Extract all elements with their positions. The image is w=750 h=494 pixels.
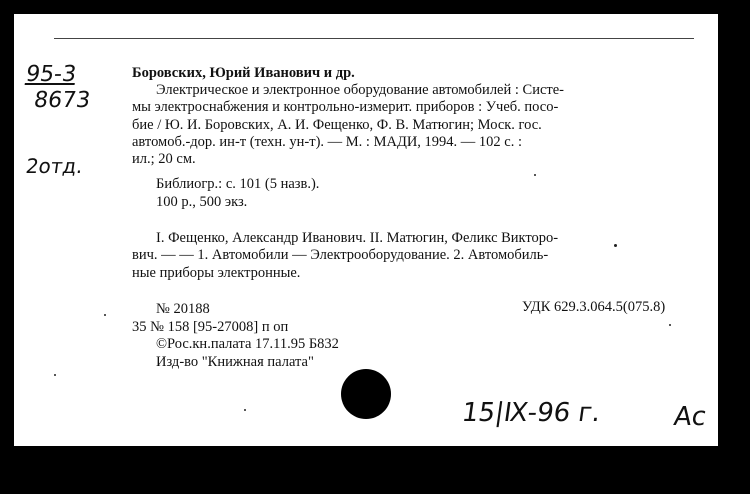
handwritten-date: 15|Ⅸ-96 г. (459, 398, 603, 428)
handwritten-department-note: 2отд. (24, 154, 85, 178)
card-punch-hole (341, 369, 391, 419)
description-line-4: автомоб.-дор. ин-т (техн. ун-т). — М. : МАДИ, 1994. — 102 с. : (132, 134, 523, 150)
scan-speck (54, 374, 56, 376)
description-line-3: бие / Ю. И. Боровских, А. И. Фещенко, Ф. В. Матюгин; Моск. гос. (132, 117, 542, 133)
tracings-line-3: ные приборы электронные. (132, 265, 301, 281)
scan-speck (669, 324, 671, 326)
catalog-card (14, 14, 718, 446)
scan-speck (244, 409, 246, 411)
scan-speck (614, 244, 617, 247)
order-line: 35 № 158 [95-27008] п оп (132, 319, 289, 335)
call-number-top: 95-3 (24, 62, 78, 87)
description-line-2: мы электроснабжения и контрольно-измерит. приборов : Учеб. посо- (132, 99, 559, 115)
scan-speck (534, 174, 536, 176)
scan-speck (104, 314, 106, 316)
bibliography-note: Библиогр.: с. 101 (5 назв.). (156, 176, 320, 192)
book-chamber-line: ©Рос.кн.палата 17.11.95 Б832 (156, 336, 339, 352)
tracings-line-2: вич. — — 1. Автомобили — Электрооборудование. 2. Автомобиль- (132, 247, 549, 263)
udc-classification: УДК 629.3.064.5(075.8) (522, 299, 666, 315)
author-heading: Боровских, Юрий Иванович и др. (132, 65, 355, 81)
description-line-5: ил.; 20 см. (132, 151, 196, 167)
handwritten-initials: Ас (671, 402, 709, 432)
tracings-line-1: I. Фещенко, Александр Иванович. II. Матюгин, Феликс Викторо- (156, 230, 559, 246)
record-number: № 20188 (156, 301, 210, 317)
publisher-line: Изд-во "Книжная палата" (156, 354, 314, 370)
scan-rule-top (54, 38, 694, 39)
price-and-print-run: 100 р., 500 экз. (156, 194, 248, 210)
call-number-bottom: 8673 (32, 88, 92, 113)
description-line-1: Электрическое и электронное оборудование автомобилей : Систе- (156, 82, 564, 98)
